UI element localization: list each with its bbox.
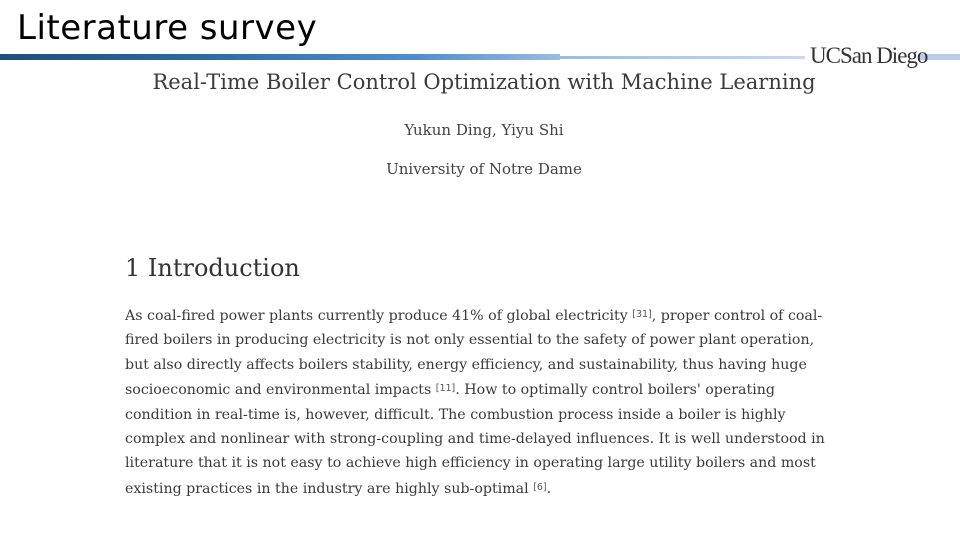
line-text: existing practices in the industry are highly sub-optimal xyxy=(125,480,534,497)
line-text: . How to optimally control boilers' operating xyxy=(455,382,775,399)
paragraph-line xyxy=(125,377,847,402)
line-text: . xyxy=(546,480,552,497)
paragraph-line xyxy=(125,476,847,501)
section-heading: 1 Introduction xyxy=(125,254,300,282)
paragraph-line: but also directly affects boilers stability, energy efficiency, and sustainability, thus having huge xyxy=(125,356,807,373)
paragraph-line: literature that it is not easy to achieve high efficiency in operating large utility boilers and most xyxy=(125,455,816,472)
paper-title: Real-Time Boiler Control Optimization with Machine Learning xyxy=(152,70,816,94)
slide-title: Literature survey xyxy=(17,8,318,48)
title-divider-light xyxy=(560,56,805,59)
title-divider xyxy=(0,54,560,60)
paper-affiliation: University of Notre Dame xyxy=(386,160,582,178)
line-text: socioeconomic and environmental impacts xyxy=(125,382,436,399)
ucsd-logo: UCSan Diego xyxy=(810,43,928,68)
line-text: As coal-fired power plants currently produce 41% of global electricity xyxy=(125,308,633,324)
paragraph-line xyxy=(125,303,847,328)
introduction-paragraph xyxy=(125,303,847,501)
citation-6: [6] xyxy=(533,481,547,493)
paper-authors: Yukun Ding, Yiyu Shi xyxy=(404,121,564,139)
citation-11: [11] xyxy=(435,383,456,395)
paragraph-line: condition in real-time is, however, difficult. The combustion process inside a boiler is highly xyxy=(125,406,786,423)
paragraph-line: complex and nonlinear with strong-coupling and time-delayed influences. It is well understood in xyxy=(125,431,825,448)
citation-31: [31] xyxy=(632,309,652,320)
paragraph-line: fired boilers in producing electricity is not only essential to the safety of power plant operation, xyxy=(125,332,815,349)
line-text: , proper control of coal- xyxy=(651,308,823,324)
